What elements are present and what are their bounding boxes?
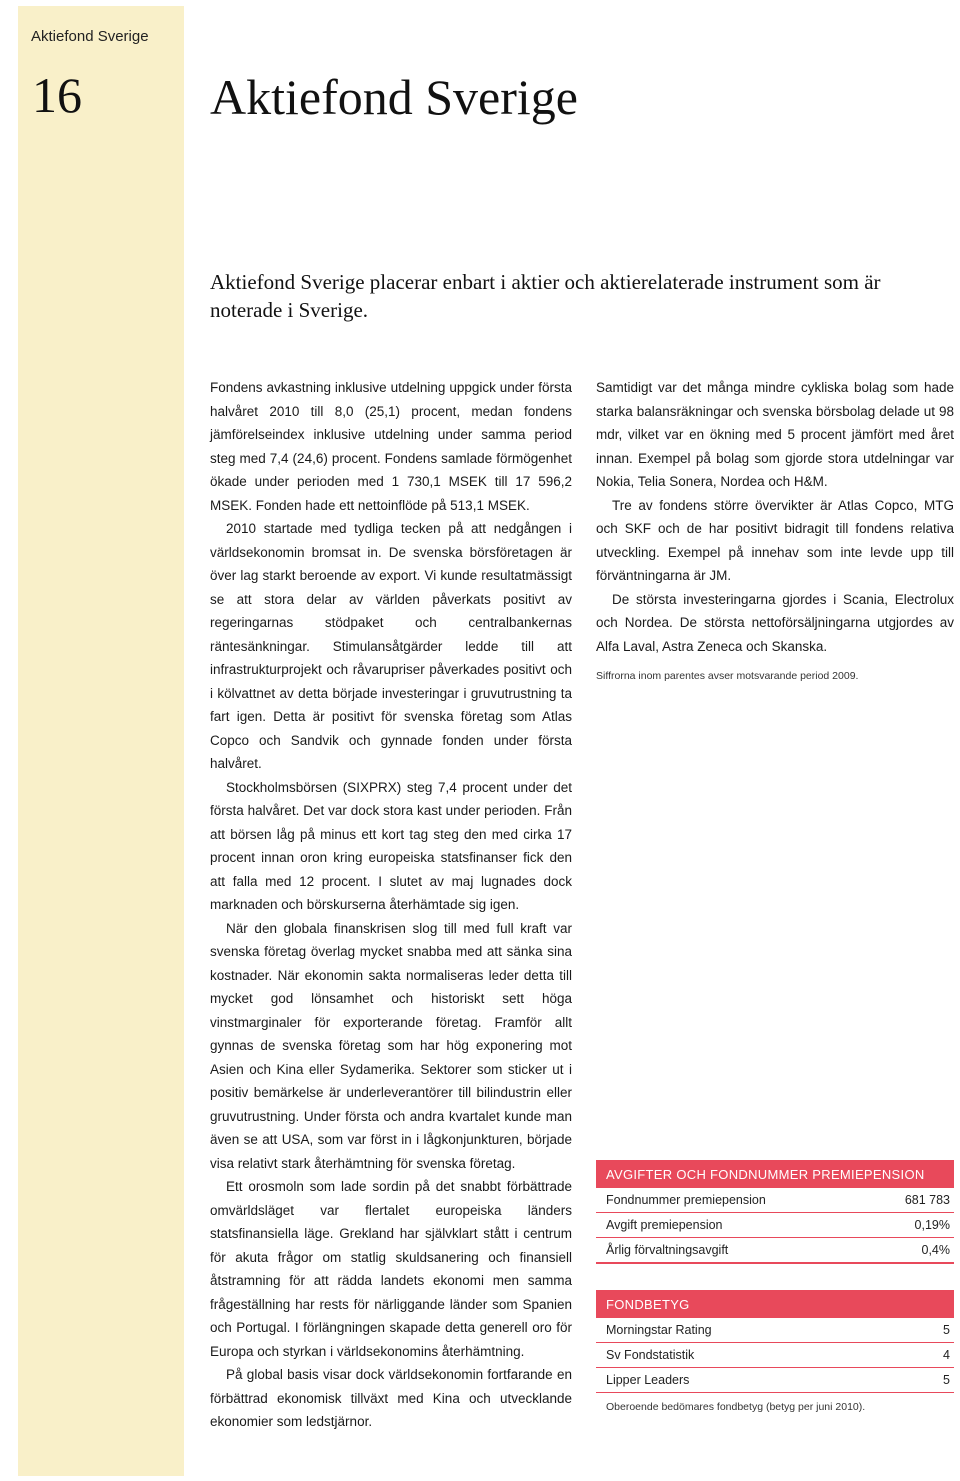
page-title: Aktiefond Sverige: [210, 69, 578, 125]
ratings-row: [596, 1318, 954, 1343]
sidebar: [18, 6, 184, 1476]
ratings-row-value: 5: [943, 1323, 950, 1337]
fees-panel: [596, 1160, 954, 1264]
fees-row-value: 0,19%: [914, 1218, 950, 1232]
body-paragraph: De största investeringarna gjordes i Scania, Electrolux och Nordea. De största nettoförsäljningarna utgjordes av Alfa Laval, Astra Zeneca och Skanska.: [596, 591, 954, 654]
intro-text: Aktiefond Sverige placerar enbart i aktier och aktierelaterade instrument som är noterade i Sverige.: [210, 270, 881, 322]
body-paragraph: Ett orosmoln som lade sordin på det snabbt förbättrade omvärldsläget var flertalet europeiska länders statsfinansiella läge. Grekland har självklart stått i centrum för akuta frågor om statlig skuldsanering och finansiell åtstramning för att rädda landets ekonomi men samma frågeställning har rests för närliggande länder som Spanien och Portugal. I förlängningen skapade detta generell oro för Europa och styrkan i världsekonomins återhämtning.: [210, 1179, 572, 1359]
sidebar-section-label: Aktiefond Sverige: [31, 28, 149, 45]
fees-row: [596, 1213, 954, 1238]
fees-row-label: Fondnummer premiepension: [606, 1193, 766, 1207]
fees-row: [596, 1188, 954, 1213]
fees-panel-title: AVGIFTER OCH FONDNUMMER PREMIEPENSION: [596, 1160, 954, 1188]
body-paragraph: När den globala finanskrisen slog till med full kraft var svenska företag överlag mycket snabba med att sänka sina kostnader. När ekonomin sakta normaliseras leder detta till mycket god lönsamhet och historiskt sett höga vinstmarginaler för exporterande företag. Framför allt gynnas de svenska företag som har hög exponering mot Asien och Kina eller Sydamerika. Sektorer som sticker ut i positiv bemärkelse är underleverantörer till bilindustrin eller gruvutrustning. Under första och andra kvartalet kunde man även se att USA, som var först in i lågkonjunkturen, började visa relativt stark återhämtning för svenska företag.: [210, 920, 572, 1171]
body-paragraph: 2010 startade med tydliga tecken på att nedgången i världsekonomin bromsat in. De svenska börsföretagen är över lag starkt beroende av export. Vi kunde resultatmässigt se att stora delar av världen påverkats positivt av regeringarnas stödpaket och centralbankernas räntesänkningar. Stimulansåtgärder ledde till att infrastrukturprojekt och råvarupriser påverkades positivt och i kölvattnet av detta började investeringar i gruvutrustning ta fart igen. Detta är positivt för svenska företag som Atlas Copco och Sandvik och gynnade fonden under första halvåret.: [210, 521, 572, 771]
ratings-row: [596, 1343, 954, 1368]
page-number: 16: [32, 67, 82, 123]
body-paragraph: Fondens avkastning inklusive utdelning uppgick under första halvåret 2010 till 8,0 (25,1) procent, medan fondens jämförelseindex inklusive utdelning under samma period steg med 7,4 (24,6) procent. Fondens samlade förmögenhet ökade under perioden med 1 730,1 MSEK till 17 596,2 MSEK. Fonden hade ett nettoinflöde på 513,1 MSEK.: [210, 380, 572, 513]
ratings-row-label: Morningstar Rating: [606, 1323, 712, 1337]
body-paragraph: Samtidigt var det många mindre cykliska bolag som hade starka balansräkningar och svenska börsbolag delade ut 98 mdr, vilket var en ökning med 5 procent jämfört med året innan. Exempel på bolag som gjorde stora utdelningar var Nokia, Telia Sonera, Nordea och H&M.: [596, 380, 954, 489]
body-paragraph: Tre av fondens större övervikter är Atlas Copco, MTG och SKF och de har positivt bidragit till fondens relativa utveckling. Exempel på innehav som inte levde upp till förväntningarna är JM.: [596, 497, 954, 583]
fees-row-value: 0,4%: [921, 1243, 950, 1257]
ratings-note: Oberoende bedömares fondbetyg (betyg per juni 2010).: [606, 1401, 866, 1413]
ratings-row-value: 4: [943, 1348, 950, 1362]
fees-row: [596, 1238, 954, 1264]
ratings-row: [596, 1368, 954, 1393]
ratings-row-value: 5: [943, 1373, 950, 1387]
fees-row-label: Avgift premiepension: [606, 1218, 723, 1232]
period-footnote: Siffrorna inom parentes avser motsvarande period 2009.: [596, 670, 859, 682]
ratings-row-label: Sv Fondstatistik: [606, 1348, 695, 1362]
fees-row-value: 681 783: [904, 1193, 950, 1207]
right-column: [596, 376, 954, 684]
ratings-row-label: Lipper Leaders: [606, 1373, 690, 1387]
ratings-panel: [596, 1290, 954, 1413]
body-paragraph: Stockholmsbörsen (SIXPRX) steg 7,4 procent under det första halvåret. Det var dock stora kast under perioden. Från att börsen låg på minus ett kort tag steg den med cirka 17 procent innan oron kring europeiska statsfinanser fick den att falla med 12 procent. I slutet av maj lugnades dock marknaden och börskurserna återhämtade sig igen.: [210, 779, 572, 912]
fees-row-label: Årlig förvaltningsavgift: [606, 1243, 729, 1257]
ratings-panel-title: FONDBETYG: [596, 1290, 954, 1318]
left-column: [210, 376, 572, 1434]
body-paragraph: På global basis visar dock världsekonomin fortfarande en förbättrad ekonomisk tillväxt med Kina och utvecklande ekonomier som ledstjärnor.: [210, 1367, 572, 1429]
